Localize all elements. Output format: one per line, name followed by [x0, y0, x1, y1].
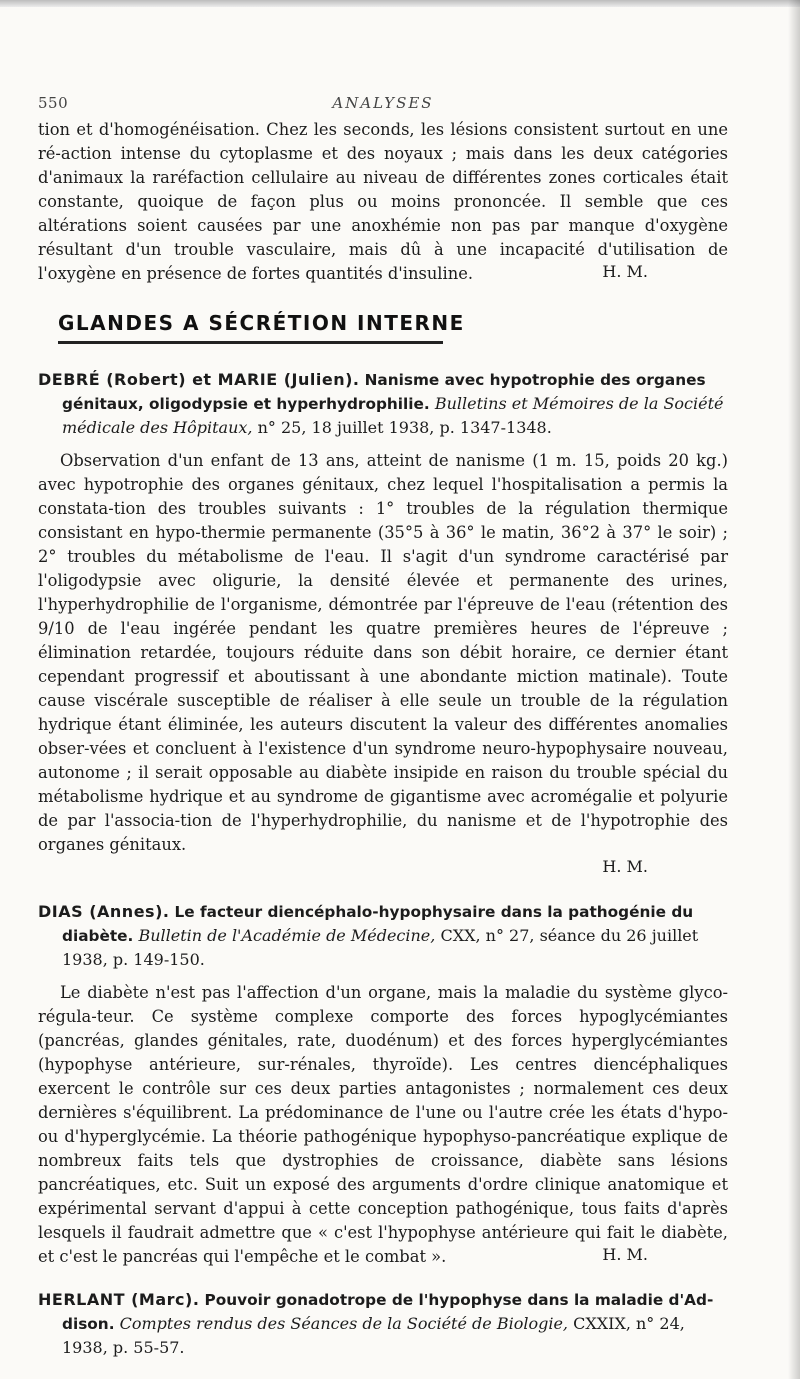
page-number: 550 — [38, 94, 69, 112]
section-underline — [58, 341, 443, 344]
page-binding-shadow — [788, 0, 800, 1379]
entry-journal: Comptes rendus des Séances de la Société de Biologie, — [119, 1314, 568, 1333]
entry-journal: Bulletins et Mémoires de la Société médicale des Hôpitaux, — [62, 394, 724, 437]
citation — [38, 368, 728, 439]
entry-reference: CXX, n° 27, séance du 26 juillet 1938, p. 149-150. — [62, 926, 699, 969]
section-heading — [58, 311, 478, 344]
section-title: GLANDES A SÉCRÉTION INTERNE — [58, 311, 465, 335]
intro-signature: H. M. — [602, 262, 648, 281]
entry-title: Le facteur diencéphalo-hypophysaire dans la pathogénie du diabète. — [62, 903, 694, 945]
entry-title: Nanisme avec hypotrophie des organes génitaux, oligodypsie et hyperhydrophilie. — [62, 371, 706, 413]
entry-abstract: Le diabète n'est pas l'affection d'un organe, mais la maladie du système glyco-régula-teur. Ce système complexe comporte des forces hypoglycémiantes (pancréas, glandes génitales, rate, duodénum) et des forces hyperglycémiantes (hypophyse antérieure, sur-rénales, thyroïde). Les centres diencéphaliques exercent le contrôle sur ces deux parties antagonistes ; normalement ces deux dernières s'équilibrent. La prédominance de l'une ou l'autre crée les états d'hypo- ou d'hyperglycémie. La théorie pathogénique hypophyso-pancréatique explique de nombreux faits tels que dystrophies de croissance, diabète sans lésions pancréatiques, etc. Suit un exposé des arguments d'ordre clinique anatomique et expérimental servant d'appui à cette conception pathogénique, tous faits d'après lesquels il faudrait admettre que « c'est l'hypophyse antérieure qui fait le diabète, et c'est le pancréas qui l'empêche et le combat ». — [38, 983, 728, 1266]
entry-authors: DEBRÉ (Robert) et MARIE (Julien). — [38, 370, 360, 389]
entry-authors: HERLANT (Marc). — [38, 1290, 200, 1309]
citation — [38, 1288, 728, 1359]
entry-reference: CXXIX, n° 24, 1938, p. 55-57. — [62, 1314, 685, 1357]
abstract-entry-debre — [38, 368, 728, 876]
entry-reference: n° 25, 18 juillet 1938, p. 1347-1348. — [257, 418, 552, 437]
entry-abstract: Observation d'un enfant de 13 ans, atteint de nanisme (1 m. 15, poids 20 kg.) avec hypotrophie des organes génitaux, chez lequel l'hospitalisation a permis la constata-tion des troubles suivants : 1° troubles de la régulation thermique consistant en hypo-thermie permanente (35°5 à 36° le matin, 36°2 à 37° le soir) ; 2° troubles du métabolisme de l'eau. Il s'agit d'un syndrome caractérisé par l'oligodypsie avec oligurie, la densité élevée et permanente des urines, l'hyperhydrophilie de l'organisme, démontrée par l'épreuve de l'eau (rétention des 9/10 de l'eau ingérée pendant les quatre premières heures de l'épreuve ; élimination retardée, toujours réduite dans son débit horaire, ce dernier étant cependant progressif et aboutissant à une abondante miction matinale). Toute cause viscérale susceptible de réaliser à elle seule un trouble de la régulation hydrique étant éliminée, les auteurs discutent la valeur des différentes anomalies obser-vées et concluent à l'existence d'un syndrome neuro-hypophysaire nouveau, autonome ; il serait opposable au diabète insipide en raison du trouble spécial du métabolisme hydrique et au syndrome de gigantisme avec acromégalie et polyurie de par l'associa-tion de l'hyperhydrophilie, du nanisme et de l'hypotrophie des organes génitaux. — [38, 451, 728, 854]
entry-journal: Bulletin de l'Académie de Médecine, — [138, 926, 436, 945]
abstract-entry-dias — [38, 900, 728, 1264]
abstract-entry-herlant — [38, 1288, 728, 1359]
continued-paragraph: tion et d'homogénéisation. Chez les seconds, les lésions consistent surtout en une ré-action intense du cytoplasme et des noyaux ; mais dans les deux catégories d'animaux la raréfaction cellulaire au niveau de différentes zones corticales était constante, quoique de façon plus ou moins prononcée. Il semble que ces altérations soient causées par une anoxhémie non pas par manque d'oxygène résultant d'un trouble vasculaire, mais dû à une incapacité d'utilisation de l'oxygène en présence de fortes quantités d'insuline. — [38, 120, 728, 283]
citation — [38, 900, 728, 971]
running-title: ANALYSES — [332, 94, 434, 112]
entry-title: Pouvoir gonadotrope de l'hypophyse dans la maladie d'Ad-dison. — [62, 1291, 714, 1333]
entry-signature: H. M. — [602, 1245, 648, 1264]
page-top-edge — [0, 0, 800, 7]
page-header — [38, 92, 728, 118]
journal-page — [38, 92, 728, 1359]
entry-authors: DIAS (Annes). — [38, 902, 170, 921]
entry-signature: H. M. — [602, 857, 648, 876]
